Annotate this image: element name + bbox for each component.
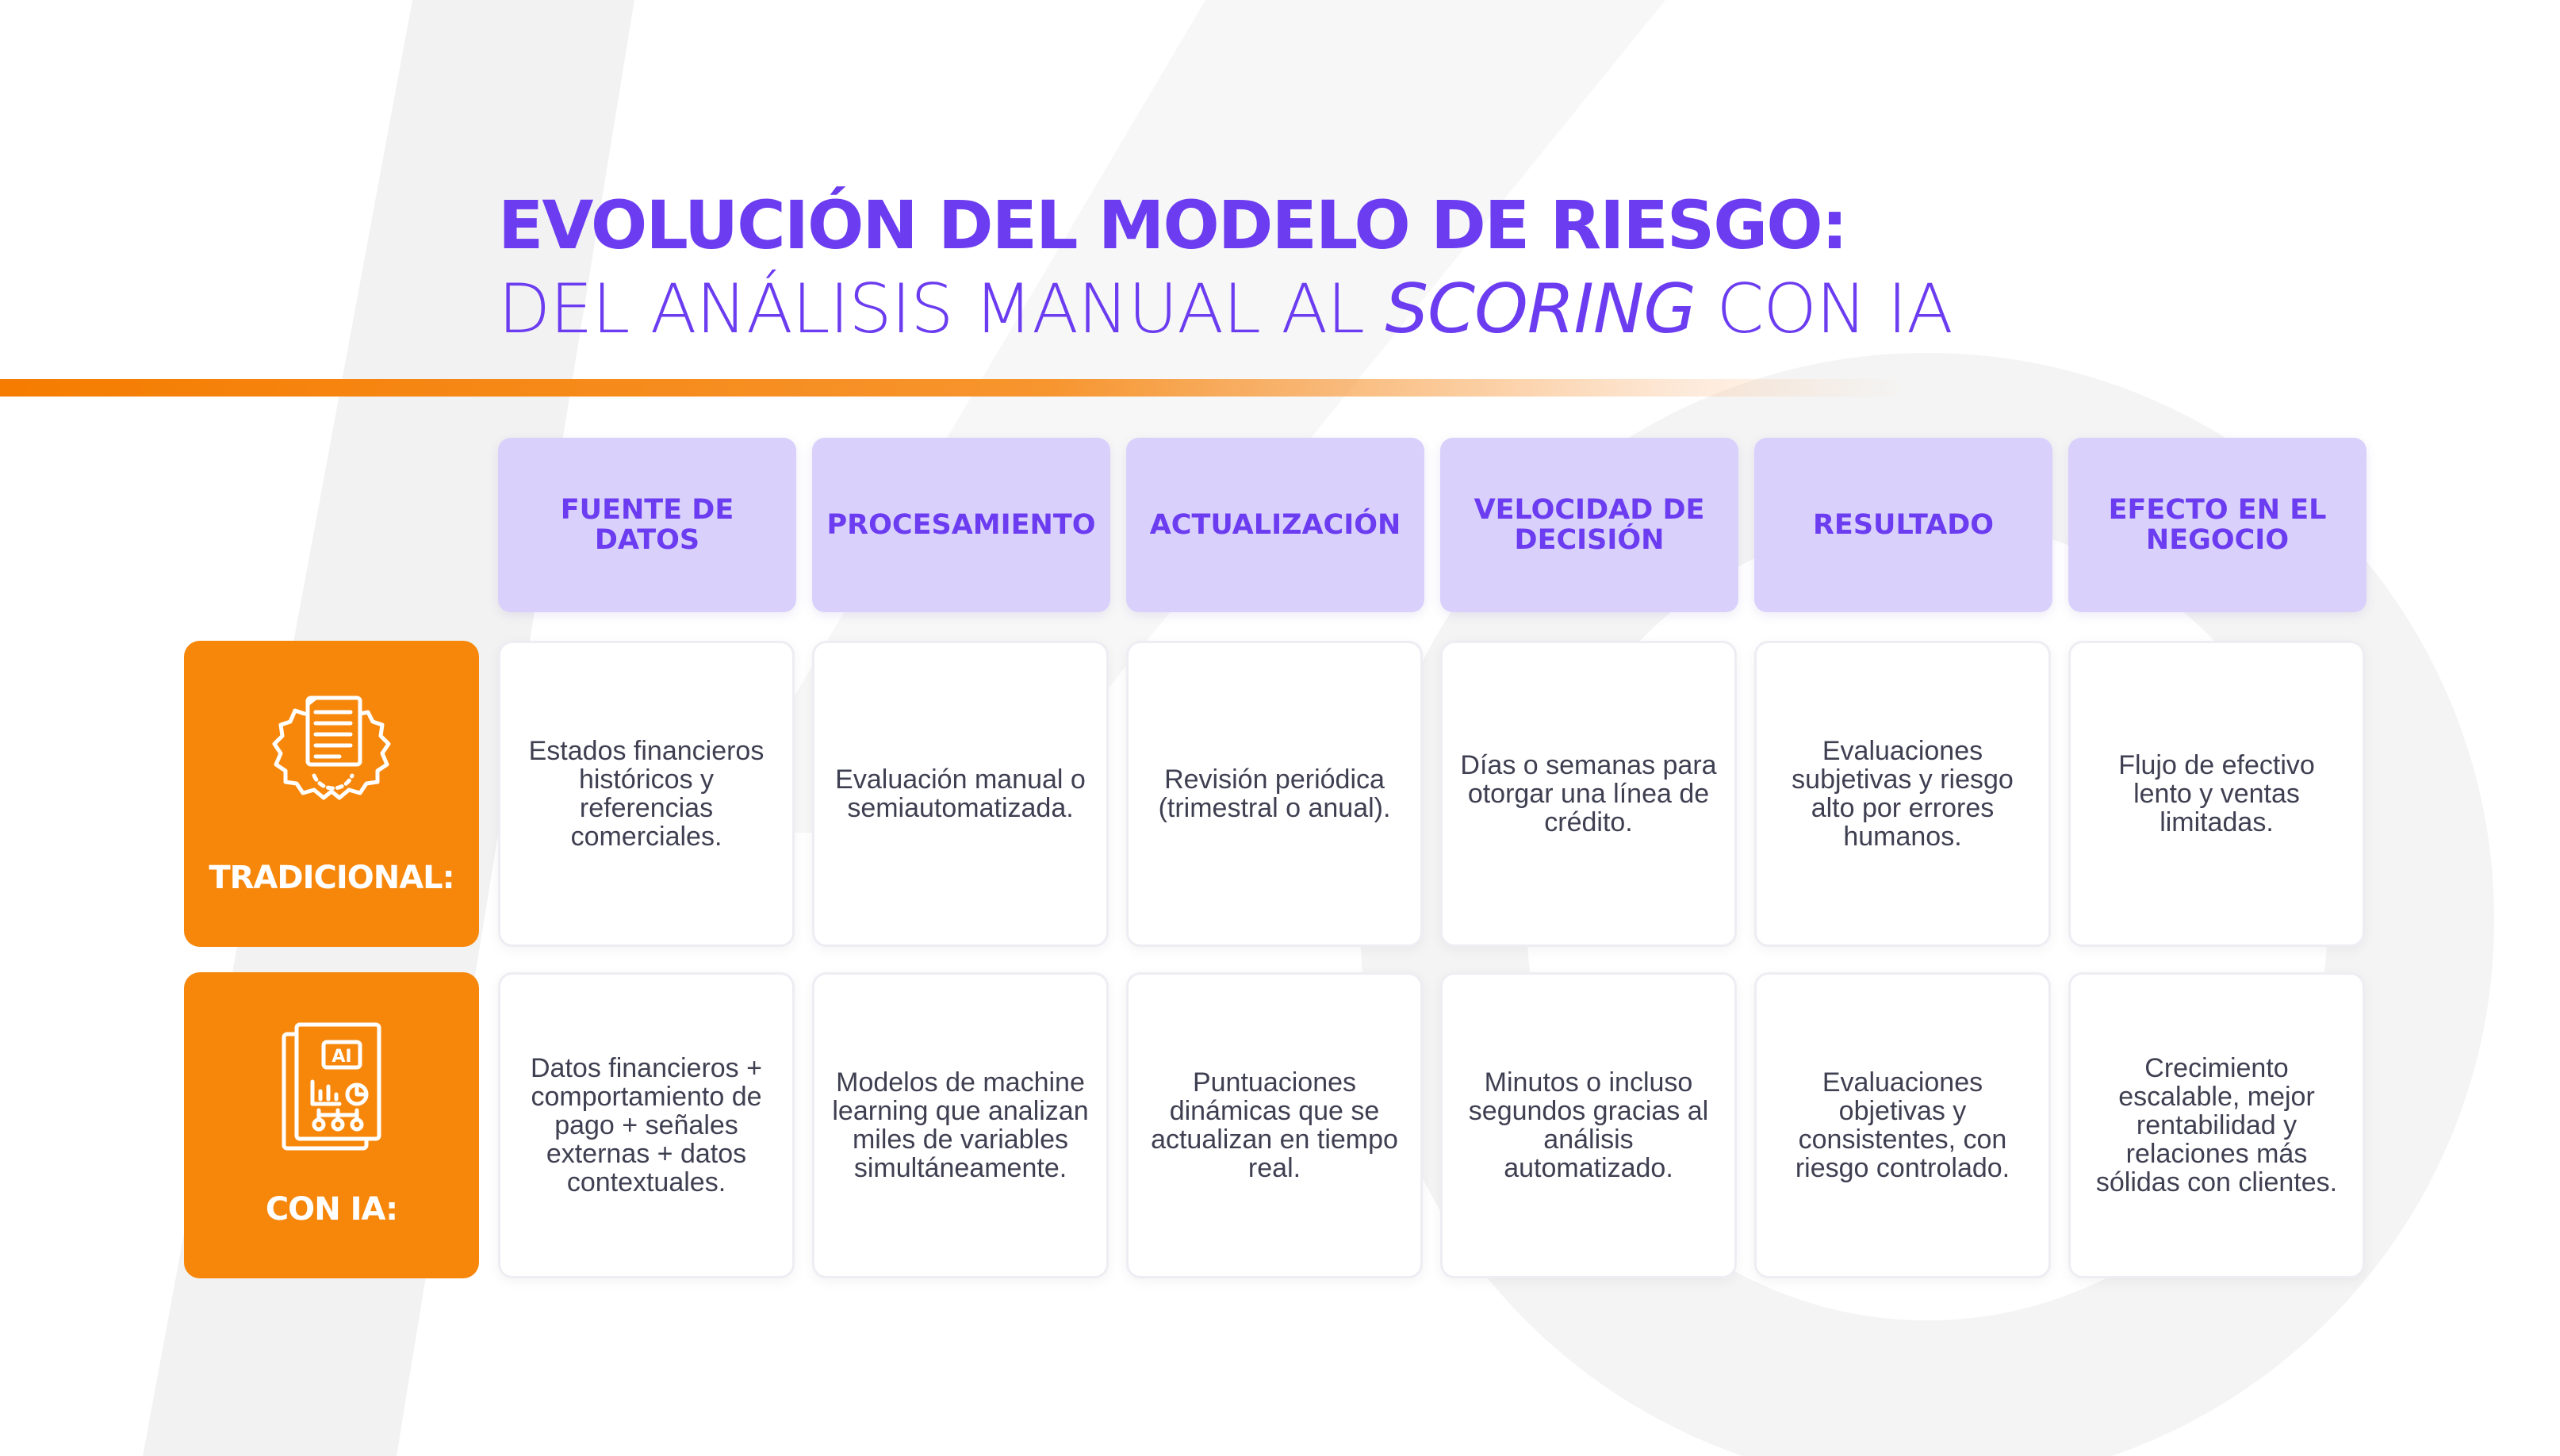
cell-text: Evaluación manual o semiautomatizada. [835, 764, 1086, 823]
title-line-2 [498, 266, 1953, 352]
cell-text: Modelos de machine learning que analizan miles de variables simultáneamente. [832, 1067, 1089, 1183]
column-header-label: EFECTO EN EL NEGOCIO [2108, 494, 2327, 556]
cell-ia-resultado [1754, 972, 2051, 1278]
column-header-resultado [1754, 438, 2052, 612]
row-label-text: CON IA: [265, 1191, 398, 1228]
cell-tradicional-velocidad [1440, 641, 1737, 947]
column-header-label: VELOCIDAD DE DECISIÓN [1474, 494, 1705, 556]
cell-text: Estados financieros históricos y referencias comerciales. [528, 736, 765, 852]
column-header-actualizacion [1126, 438, 1424, 612]
cell-text: Crecimiento escalable, mejor rentabilidad y relaciones más sólidas con clientes. [2095, 1053, 2338, 1197]
column-header-fuente [498, 438, 796, 612]
cell-text: Evaluaciones objetivas y consistentes, con riesgo controlado. [1795, 1067, 2010, 1183]
ai-report-icon [268, 1018, 395, 1161]
title-line-2-prefix: DEL ANÁLISIS MANUAL AL [498, 270, 1385, 349]
column-header-label: RESULTADO [1812, 509, 1995, 541]
ai-label: AI [331, 1047, 352, 1067]
column-header-efecto [2068, 438, 2366, 612]
cell-text: Flujo de efectivo lento y ventas limitadas. [2118, 750, 2315, 837]
column-header-procesamiento [812, 438, 1110, 612]
title-line-1: EVOLUCIÓN DEL MODELO DE RIESGO: [498, 186, 1847, 264]
cell-ia-velocidad [1440, 972, 1737, 1278]
row-label-con-ia [184, 972, 479, 1278]
accent-divider [0, 379, 1903, 397]
cell-ia-efecto [2068, 972, 2365, 1278]
row-label-tradicional [184, 641, 479, 947]
cell-text: Puntuaciones dinámicas que se actualizan en tiempo real. [1151, 1067, 1398, 1183]
column-header-label: ACTUALIZACIÓN [1149, 509, 1401, 541]
document-gear-icon [268, 687, 395, 830]
cell-tradicional-efecto [2068, 641, 2365, 947]
cell-text: Revisión periódica (trimestral o anual). [1158, 764, 1391, 823]
title-line-2-italic: SCORING [1385, 270, 1696, 349]
cell-text: Minutos o incluso segundos gracias al análisis automatizado. [1468, 1067, 1709, 1183]
cell-tradicional-procesamiento [812, 641, 1109, 947]
page-title [498, 184, 1953, 352]
cell-ia-fuente [498, 972, 795, 1278]
cell-text: Datos financieros + comportamiento de pago + señales externas + datos contextuales. [531, 1053, 762, 1197]
title-line-2-suffix: CON IA [1695, 270, 1953, 349]
cell-tradicional-resultado [1754, 641, 2051, 947]
column-header-label: FUENTE DE DATOS [560, 494, 734, 556]
cell-ia-actualizacion [1126, 972, 1423, 1278]
cell-text: Evaluaciones subjetivas y riesgo alto por errores humanos. [1792, 736, 2014, 852]
cell-tradicional-actualizacion [1126, 641, 1423, 947]
cell-text: Días o semanas para otorgar una línea de crédito. [1460, 750, 1717, 837]
row-label-text: TRADICIONAL: [209, 860, 454, 896]
column-header-label: PROCESAMIENTO [826, 509, 1096, 541]
cell-ia-procesamiento [812, 972, 1109, 1278]
cell-tradicional-fuente [498, 641, 795, 947]
column-header-velocidad [1440, 438, 1738, 612]
